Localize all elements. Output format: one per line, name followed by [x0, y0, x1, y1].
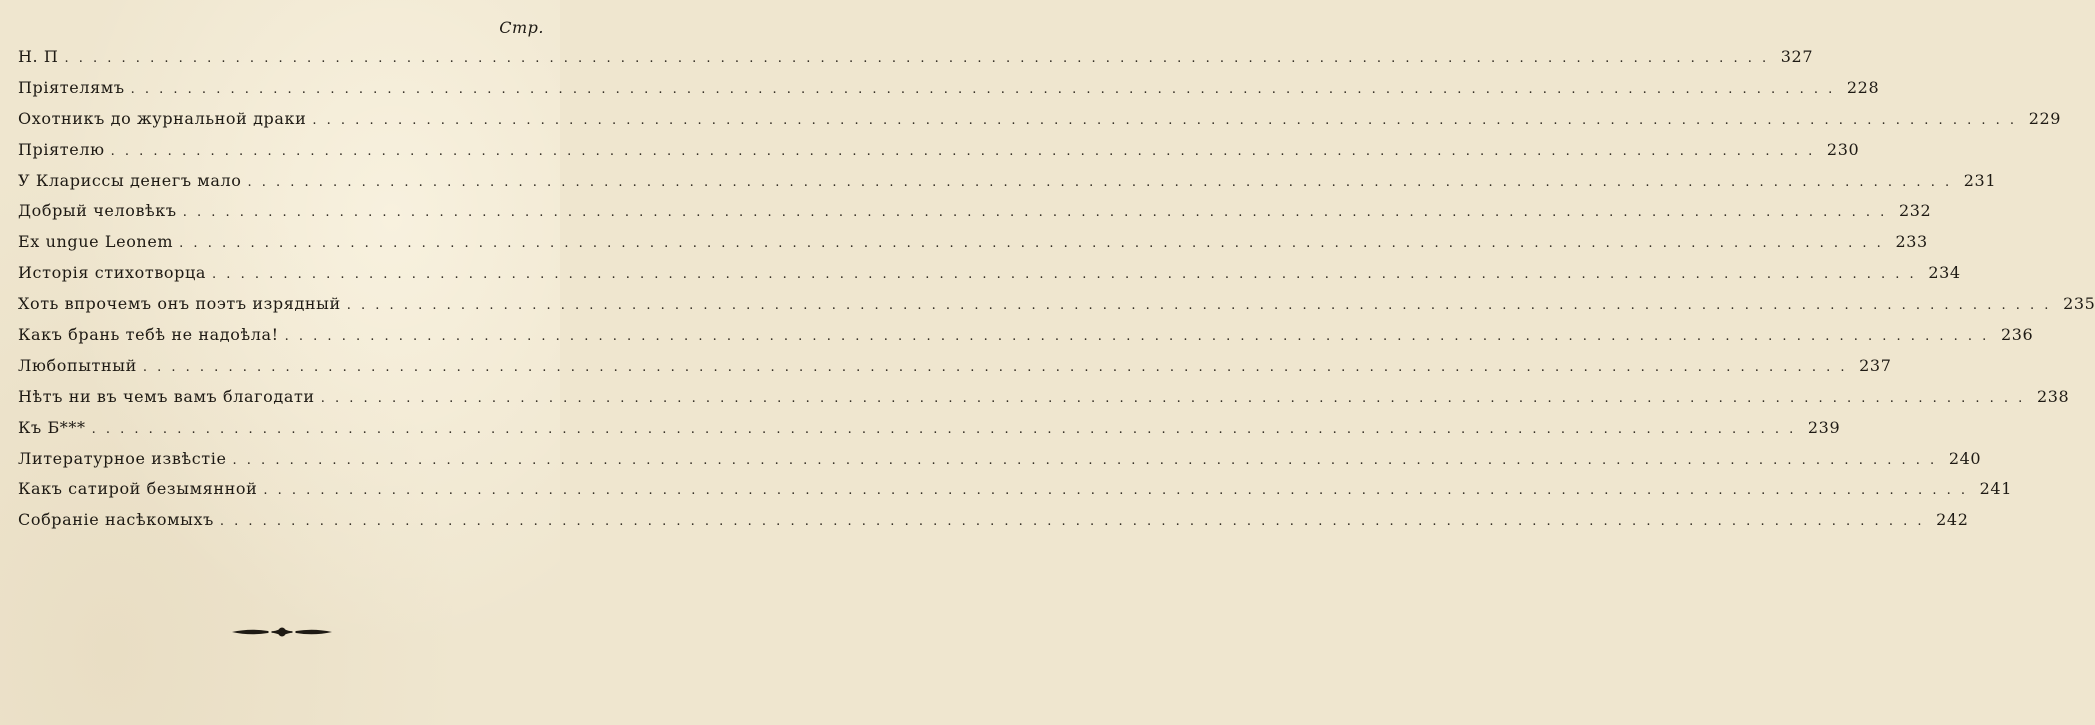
toc-entry-page-number: 234	[1928, 263, 1961, 283]
toc-entry	[18, 444, 1982, 475]
toc-entry-title: У Клариссы денегъ мало	[18, 170, 242, 190]
toc-entry-title: Хоть впрочемъ онъ поэтъ изрядный	[18, 294, 341, 314]
toc-entry	[18, 505, 1969, 536]
dot-leader: . . . . . . . . . . . . . . . . . . . . . . . . . . . . . . . . . . . . . . . . . . . . . . . . . . . . . . . . . . . . . . . . . . . . . . . . . . . . . . . . . . . . . . . . . . . . . . . . . . . . . . . . . . . . . . . . . . . . . . . .	[263, 483, 1968, 499]
toc-entry-title: Ex ungue Leonem	[18, 232, 174, 252]
toc-entry-page-number: 233	[1895, 232, 1928, 252]
toc-entry-page-number: 240	[1948, 448, 1982, 468]
toc-entry-page-number: 241	[1979, 479, 2012, 499]
tailpiece-ornament-icon	[230, 624, 334, 640]
toc-entry-title: Любопытный	[18, 355, 137, 375]
toc-entry-page-number: 238	[2036, 386, 2070, 406]
toc-entry-page-number: 231	[1963, 170, 1997, 190]
toc-entry-title: Какъ сатирой безымянной	[18, 479, 258, 499]
toc-entry	[18, 320, 2034, 351]
dot-leader: . . . . . . . . . . . . . . . . . . . . . . . . . . . . . . . . . . . . . . . . . . . . . . . . . . . . . . . . . . . . . . . . . . . . . . . . . . . . . . . . . . . . . . . . . . . . . . . . . . . . . . . . . . . . . . . . . . . . . . . .	[182, 205, 1888, 221]
toc-entry-title: Къ Б***	[18, 417, 86, 437]
toc-entry-page-number: 327	[1780, 47, 1814, 66]
toc-entry-page-number: 229	[2028, 108, 2062, 128]
toc-entry	[18, 258, 1961, 289]
dot-leader: . . . . . . . . . . . . . . . . . . . . . . . . . . . . . . . . . . . . . . . . . . . . . . . . . . . . . . . . . . . . . . . . . . . . . . . . . . . . . . . . . . . . . . . . . . . . . . . . . . . . . . . . . . . . . . . . . . . . . . . .	[64, 51, 1770, 66]
dot-leader: . . . . . . . . . . . . . . . . . . . . . . . . . . . . . . . . . . . . . . . . . . . . . . . . . . . . . . . . . . . . . . . . . . . . . . . . . . . . . . . . . . . . . . . . . . . . . . . . . . . . . . . . . . . . . . . . . . . . . . . .	[110, 143, 1816, 159]
toc-entry-title: Нѣтъ ни въ чемъ вамъ благодати	[18, 386, 315, 406]
toc-entry-title: Пріятелямъ	[18, 77, 125, 97]
dot-leader: . . . . . . . . . . . . . . . . . . . . . . . . . . . . . . . . . . . . . . . . . . . . . . . . . . . . . . . . . . . . . . . . . . . . . . . . . . . . . . . . . . . . . . . . . . . . . . . . . . . . . . . . . . . . . . . . . . . . . . . .	[130, 81, 1836, 97]
toc-entry	[18, 104, 2062, 135]
toc-entry-page-number: 237	[1859, 355, 1892, 375]
toc-entry	[18, 227, 1928, 258]
toc-entry	[18, 289, 2095, 320]
toc-entry	[18, 196, 1932, 227]
dot-leader: . . . . . . . . . . . . . . . . . . . . . . . . . . . . . . . . . . . . . . . . . . . . . . . . . . . . . . . . . . . . . . . . . . . . . . . . . . . . . . . . . . . . . . . . . . . . . . . . . . . . . . . . . . . . . . . . . . . . . . . .	[232, 452, 1938, 468]
page-column-header: Стр.	[499, 18, 544, 37]
toc-entry-title: Н. П	[18, 47, 59, 66]
toc-entry-title: Какъ брань тебѣ не надоѣла!	[18, 325, 279, 345]
toc-entry-page-number: 230	[1826, 139, 1860, 159]
toc-entry	[18, 73, 1880, 104]
dot-leader: . . . . . . . . . . . . . . . . . . . . . . . . . . . . . . . . . . . . . . . . . . . . . . . . . . . . . . . . . . . . . . . . . . . . . . . . . . . . . . . . . . . . . . . . . . . . . . . . . . . . . . . . . . . . . . . . . . . . . . . .	[320, 390, 2026, 406]
toc-entry	[18, 42, 1814, 73]
dot-leader: . . . . . . . . . . . . . . . . . . . . . . . . . . . . . . . . . . . . . . . . . . . . . . . . . . . . . . . . . . . . . . . . . . . . . . . . . . . . . . . . . . . . . . . . . . . . . . . . . . . . . . . . . . . . . . . . . . . . . . . .	[284, 329, 1990, 345]
dot-leader: . . . . . . . . . . . . . . . . . . . . . . . . . . . . . . . . . . . . . . . . . . . . . . . . . . . . . . . . . . . . . . . . . . . . . . . . . . . . . . . . . . . . . . . . . . . . . . . . . . . . . . . . . . . . . . . . . . . . . . . .	[219, 514, 1925, 530]
dot-leader: . . . . . . . . . . . . . . . . . . . . . . . . . . . . . . . . . . . . . . . . . . . . . . . . . . . . . . . . . . . . . . . . . . . . . . . . . . . . . . . . . . . . . . . . . . . . . . . . . . . . . . . . . . . . . . . . . . . . . . . .	[212, 267, 1917, 283]
toc-entry-title: Собраніе насѣкомыхъ	[18, 510, 214, 530]
toc-entry-page-number: 232	[1898, 201, 1932, 221]
dot-leader: . . . . . . . . . . . . . . . . . . . . . . . . . . . . . . . . . . . . . . . . . . . . . . . . . . . . . . . . . . . . . . . . . . . . . . . . . . . . . . . . . . . . . . . . . . . . . . . . . . . . . . . . . . . . . . . . . . . . . . . .	[312, 112, 2018, 128]
toc-entry	[18, 166, 1997, 197]
dot-leader: . . . . . . . . . . . . . . . . . . . . . . . . . . . . . . . . . . . . . . . . . . . . . . . . . . . . . . . . . . . . . . . . . . . . . . . . . . . . . . . . . . . . . . . . . . . . . . . . . . . . . . . . . . . . . . . . . . . . . . . .	[247, 174, 1953, 190]
toc-entry-title: Охотникъ до журнальной драки	[18, 108, 307, 128]
toc-entry-page-number: 235	[2063, 294, 2095, 314]
toc-entry	[18, 351, 1892, 382]
dot-leader: . . . . . . . . . . . . . . . . . . . . . . . . . . . . . . . . . . . . . . . . . . . . . . . . . . . . . . . . . . . . . . . . . . . . . . . . . . . . . . . . . . . . . . . . . . . . . . . . . . . . . . . . . . . . . . . . . . . . . . . .	[91, 421, 1797, 437]
toc-entry-page-number: 236	[2000, 325, 2034, 345]
toc-entry-title: Добрый человѣкъ	[18, 201, 177, 221]
dot-leader: . . . . . . . . . . . . . . . . . . . . . . . . . . . . . . . . . . . . . . . . . . . . . . . . . . . . . . . . . . . . . . . . . . . . . . . . . . . . . . . . . . . . . . . . . . . . . . . . . . . . . . . . . . . . . . . . . . . . . . . .	[179, 236, 1884, 252]
dot-leader: . . . . . . . . . . . . . . . . . . . . . . . . . . . . . . . . . . . . . . . . . . . . . . . . . . . . . . . . . . . . . . . . . . . . . . . . . . . . . . . . . . . . . . . . . . . . . . . . . . . . . . . . . . . . . . . . . . . . . . . .	[142, 359, 1848, 375]
toc-entry-title: Пріятелю	[18, 139, 105, 159]
toc-entry	[18, 135, 1860, 166]
toc-entry	[18, 382, 2070, 413]
toc-entry-page-number: 228	[1846, 77, 1880, 97]
toc-entry-title: Литературное извѣстіе	[18, 448, 227, 468]
toc-entry-page-number: 239	[1807, 417, 1841, 437]
table-of-contents	[18, 42, 2095, 536]
toc-entry	[18, 474, 2012, 505]
toc-entry-title: Исторія стихотворца	[18, 263, 207, 283]
dot-leader: . . . . . . . . . . . . . . . . . . . . . . . . . . . . . . . . . . . . . . . . . . . . . . . . . . . . . . . . . . . . . . . . . . . . . . . . . . . . . . . . . . . . . . . . . . . . . . . . . . . . . . . . . . . . . . . . . . . . . . . .	[346, 298, 2052, 314]
toc-entry	[18, 413, 1841, 444]
toc-entry-page-number: 242	[1936, 510, 1969, 530]
